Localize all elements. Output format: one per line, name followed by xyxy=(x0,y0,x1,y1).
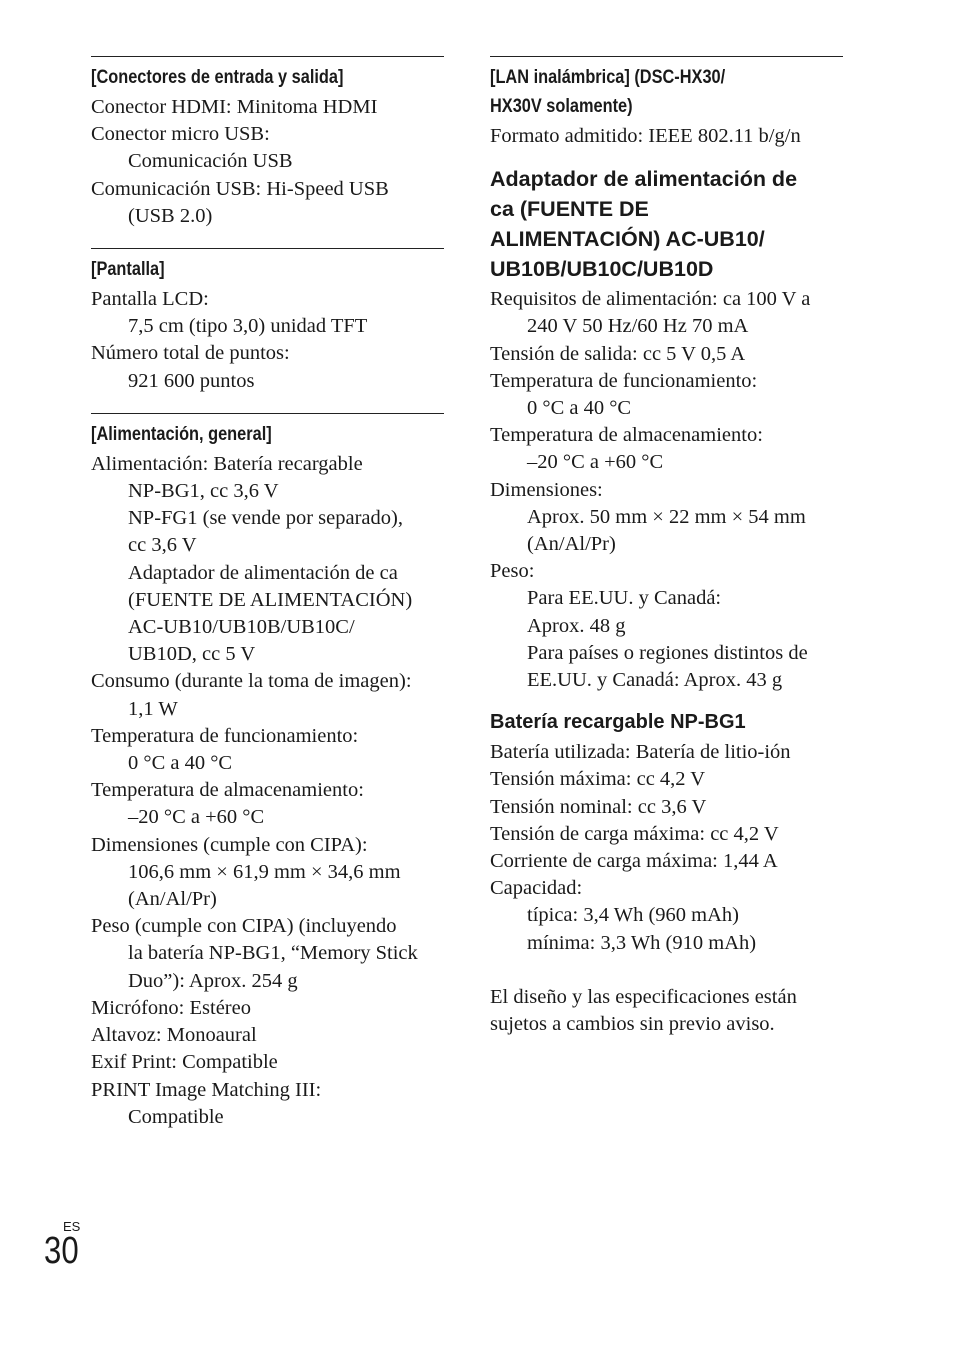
spec-line: Tensión de salida: cc 5 V 0,5 A xyxy=(490,342,746,365)
spec-line: 106,6 mm × 61,9 mm × 34,6 mm xyxy=(128,860,401,883)
section-rule xyxy=(91,248,444,249)
spec-line: Número total de puntos: xyxy=(91,342,290,365)
spec-line: Temperatura de funcionamiento: xyxy=(91,724,359,747)
spec-line: Para países o regiones distintos de xyxy=(527,641,808,664)
spec-line: cc 3,6 V xyxy=(128,534,197,557)
spec-line: –20 °C a +60 °C xyxy=(527,451,664,474)
spec-line: Duo”): Aprox. 254 g xyxy=(128,969,298,992)
heading-line: HX30V solamente) xyxy=(490,96,633,117)
spec-line: Altavoz: Monoaural xyxy=(91,1024,257,1047)
spec-line: Dimensiones: xyxy=(490,478,603,501)
spec-line: mínima: 3,3 Wh (910 mAh) xyxy=(527,931,757,954)
spec-line: NP-FG1 (se vende por separado), xyxy=(128,507,403,530)
section-rule xyxy=(91,413,444,414)
right-column xyxy=(490,56,843,1038)
spec-line: típica: 3,4 Wh (960 mAh) xyxy=(527,904,739,927)
spec-line: –20 °C a +60 °C xyxy=(128,806,265,829)
spec-line: 0 °C a 40 °C xyxy=(527,397,632,420)
spec-line: Comunicación USB xyxy=(128,150,293,173)
spec-line: Exif Print: Compatible xyxy=(91,1051,278,1074)
spec-line: Alimentación: Batería recargable xyxy=(91,452,363,475)
spec-line: Formato admitido: IEEE 802.11 b/g/n xyxy=(490,125,801,147)
notice-line: El diseño y las especificaciones están xyxy=(490,985,797,1008)
battery-list xyxy=(490,739,843,957)
spec-line: Requisitos de alimentación: ca 100 V a xyxy=(490,288,811,311)
spec-line: (An/Al/Pr) xyxy=(128,888,217,911)
spec-line: Temperatura de almacenamiento: xyxy=(490,424,763,447)
spec-line: Tensión nominal: cc 3,6 V xyxy=(490,795,707,818)
spec-line: UB10D, cc 5 V xyxy=(128,643,256,666)
spec-line: la batería NP-BG1, “Memory Stick xyxy=(128,942,418,965)
spec-line: Conector micro USB: xyxy=(91,123,270,146)
spec-line: (FUENTE DE ALIMENTACIÓN) xyxy=(128,588,413,611)
heading-line: UB10B/UB10C/UB10D xyxy=(490,257,714,282)
spec-line: Consumo (durante la toma de imagen): xyxy=(91,670,412,693)
section-heading-power-general: [Alimentación, general] xyxy=(91,423,272,445)
page-number: 30 xyxy=(44,1230,79,1272)
spec-line: 240 V 50 Hz/60 Hz 70 mA xyxy=(527,315,749,338)
spec-line: 7,5 cm (tipo 3,0) unidad TFT xyxy=(128,315,368,338)
spec-line: (USB 2.0) xyxy=(128,204,213,227)
spec-line: Dimensiones (cumple con CIPA): xyxy=(91,833,368,856)
heading-line: [LAN inalámbrica] (DSC-HX30/ xyxy=(490,67,726,88)
spec-line: Pantalla LCD: xyxy=(91,288,209,311)
spec-line: Para EE.UU. y Canadá: xyxy=(527,587,722,610)
spec-line: Micrófono: Estéreo xyxy=(91,996,251,1019)
spec-line: 1,1 W xyxy=(128,697,178,720)
spec-line: Capacidad: xyxy=(490,877,583,900)
left-column xyxy=(91,56,444,1131)
spec-line: Tensión máxima: cc 4,2 V xyxy=(490,768,706,791)
section-heading-connectors: [Conectores de entrada y salida] xyxy=(91,67,344,88)
spec-line: Compatible xyxy=(128,1105,224,1128)
section-heading-wireless-lan xyxy=(490,63,842,121)
spec-line: Peso: xyxy=(490,560,535,583)
ac-adapter-list xyxy=(490,286,843,694)
spec-line: 0 °C a 40 °C xyxy=(128,752,233,775)
spec-line: Corriente de carga máxima: 1,44 A xyxy=(490,850,778,873)
spec-line: Adaptador de alimentación de ca xyxy=(128,561,398,584)
spec-line: Aprox. 48 g xyxy=(527,614,626,637)
section-rule xyxy=(91,56,444,57)
connectors-list xyxy=(91,94,444,230)
spec-line: Batería utilizada: Batería de litio-ión xyxy=(490,741,791,764)
language-code: ES xyxy=(63,1219,81,1234)
spec-line: Comunicación USB: Hi-Speed USB xyxy=(91,177,389,200)
spec-line: AC-UB10/UB10B/UB10C/ xyxy=(128,616,355,639)
heading-line: ca (FUENTE DE xyxy=(490,197,649,222)
spec-line: Tensión de carga máxima: cc 4,2 V xyxy=(490,822,779,845)
notice-line: sujetos a cambios sin previo aviso. xyxy=(490,1013,775,1036)
display-list xyxy=(91,286,444,395)
spec-line: Aprox. 50 mm × 22 mm × 54 mm xyxy=(527,505,806,528)
section-heading-ac-adapter xyxy=(490,164,843,284)
section-heading-display: [Pantalla] xyxy=(91,259,165,281)
spec-line: 921 600 puntos xyxy=(128,369,255,392)
section-heading-battery: Batería recargable NP-BG1 xyxy=(490,711,746,734)
heading-line: Adaptador de alimentación de xyxy=(490,167,798,192)
spec-line: NP-BG1, cc 3,6 V xyxy=(128,480,279,503)
spec-line: PRINT Image Matching III: xyxy=(91,1078,322,1101)
section-rule xyxy=(490,56,843,57)
heading-line: ALIMENTACIÓN) AC-UB10/ xyxy=(490,227,765,252)
spec-line: Peso (cumple con CIPA) (incluyendo xyxy=(91,915,397,938)
spec-line: Temperatura de funcionamiento: xyxy=(490,369,758,392)
spec-line: Conector HDMI: Minitoma HDMI xyxy=(91,96,378,118)
power-general-list xyxy=(91,451,444,1131)
spec-line: EE.UU. y Canadá: Aprox. 43 g xyxy=(527,669,783,692)
spec-line: Temperatura de almacenamiento: xyxy=(91,779,364,802)
spec-line: (An/Al/Pr) xyxy=(527,533,616,556)
change-notice xyxy=(490,984,843,1038)
